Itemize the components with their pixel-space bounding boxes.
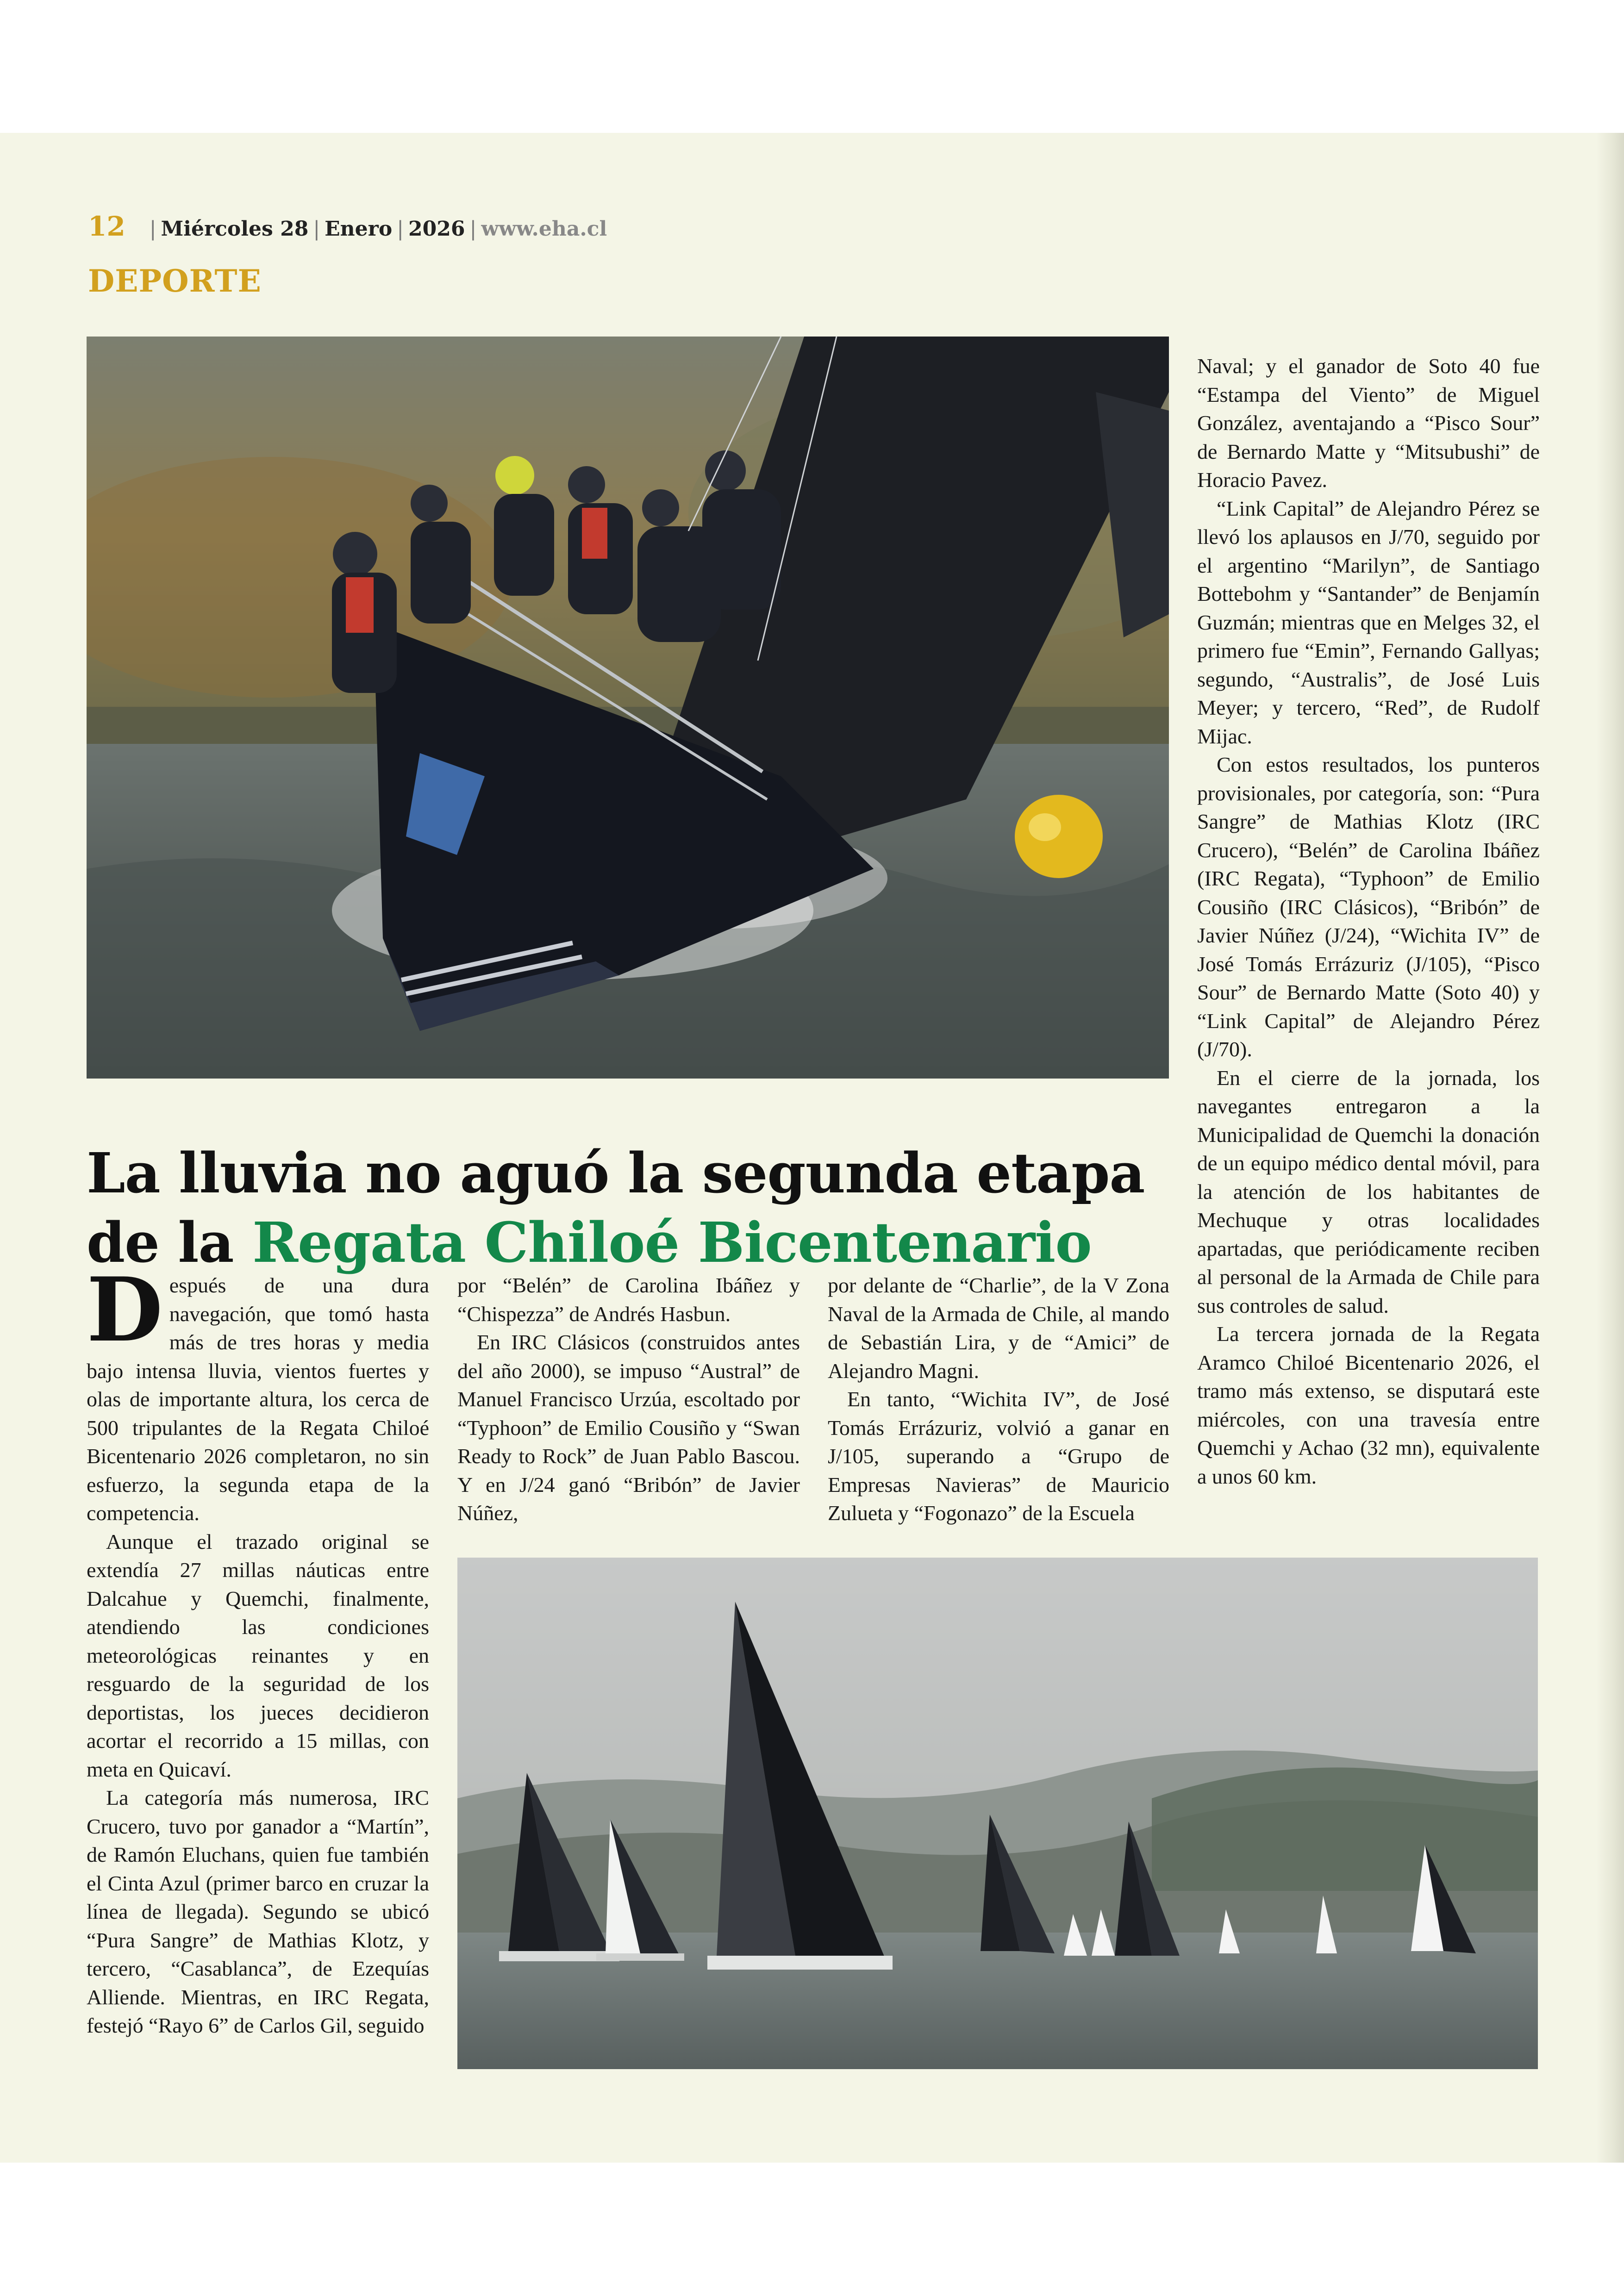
- folio-day: Miércoles 28: [161, 217, 309, 241]
- article-paragraph: Naval; y el ganador de Soto 40 fue “Estampa del Viento” de Miguel González, aventajando a “Pisco Sour” de Bernardo Matte y “Mitsubushi” de Horacio Pavez.: [1197, 354, 1540, 492]
- page-folio: 12 | Miércoles 28 | Enero | 2026 | www.eha.cl: [88, 211, 607, 242]
- sailboat-photo-illustration: [87, 337, 1169, 1079]
- article-column-2: [457, 1271, 800, 1528]
- page-number: 12: [88, 211, 125, 242]
- article-paragraph: Con estos resultados, los punteros provisionales, por categoría, son: “Pura Sangre” de Mathias Klotz (IRC Crucero), “Belén” de Carolina Ibáñez (IRC Regata), “Typhoon” de Emilio Cousiño (IRC Clásicos), “Bribón” de Javier Núñez (J/24), “Wichita IV” de José Tomás Errázuriz (J/105), “Pisco Sour” de Bernardo Matte (Soto 40) y “Link Capital” de Alejandro Pérez (J/70).: [1197, 753, 1540, 1061]
- article-paragraph: En IRC Clásicos (construidos antes del año 2000), se impuso “Austral” de Manuel Francisco Urzúa, escoltado por “Typhoon” de Emilio Cousiño y “Swan Ready to Rock” de Juan Pablo Bascou. Y en J/24 ganó “Bribón” de Javier Núñez,: [457, 1330, 800, 1525]
- headline-highlight: Regata Chiloé Bicentenario: [252, 1210, 1092, 1275]
- regatta-fleet-photo: [457, 1558, 1538, 2069]
- drop-cap: D: [87, 1258, 163, 1361]
- section-title: DEPORTE: [88, 263, 262, 299]
- folio-year: 2026: [408, 217, 465, 241]
- article-paragraph: Aunque el trazado original se extendía 27 millas náuticas entre Dalcahue y Quemchi, finalmente, atendiendo las condiciones meteorológicas reinantes y en resguardo de la seguridad de los deportistas, los jueces decidieron acortar el recorrido a 15 millas, con meta en Quicaví.: [87, 1529, 429, 1781]
- article-headline: [87, 1139, 1165, 1278]
- article-paragraph: En tanto, “Wichita IV”, de José Tomás Errázuriz, volvió a ganar en J/105, superando a “Grupo de Empresas Navieras” de Mauricio Zulueta y “Fogonazo” de la Escuela: [828, 1387, 1169, 1525]
- article-paragraph: La categoría más numerosa, IRC Crucero, tuvo por ganador a “Martín”, de Ramón Eluchans, quien fue también el Cinta Azul (primer barco en cruzar la línea de llegada). Segundo se ubicó “Pura Sangre” de Mathias Klotz, y tercero, “Casablanca”, de Ezequías Alliende. Mientras, en IRC Regata, festejó “Rayo 6” de Carlos Gil, seguido: [87, 1786, 429, 2037]
- article-paragraph: por “Belén” de Carolina Ibáñez y “Chispezza” de Andrés Hasbun.: [457, 1273, 800, 1326]
- headline-line1: La lluvia no aguó la segunda etapa: [87, 1141, 1145, 1206]
- sailboat-photo: [87, 337, 1169, 1079]
- article-paragraph: La tercera jornada de la Regata Aramco Chiloé Bicentenario 2026, el tramo más extenso, se disputará este miércoles, con una travesía entre Quemchi y Achao (32 mn), equivalente a unos 60 km.: [1197, 1322, 1540, 1488]
- regatta-fleet-illustration: [457, 1558, 1538, 2069]
- article-column-4: [1197, 352, 1540, 1491]
- article-paragraph: En el cierre de la jornada, los navegantes entregaron a la Municipalidad de Quemchi la donación de un equipo médico dental móvil, para la atención de los habitantes de Mechuque y otras localidades apartadas, que periódicamente reciben al personal de la Armada de Chile para sus controles de salud.: [1197, 1066, 1540, 1317]
- folio-month: Enero: [325, 217, 393, 241]
- headline-line2-prefix: de la: [87, 1210, 253, 1275]
- page-gutter-shadow: [1596, 133, 1624, 2163]
- article-paragraph: “Link Capital” de Alejandro Pérez se llevó los aplausos en J/70, seguido por el argentino “Marilyn”, de Santiago Bottebohm y “Santander” de Benjamín Guzmán; mientras que en Melges 32, el primero fue “Emin”, Fernando Gallyas; segundo, “Australis”, de José Luis Meyer; y tercero, “Red”, de Rudolf Mijac.: [1197, 496, 1540, 748]
- article-column-3: [828, 1271, 1169, 1528]
- folio-website: www.eha.cl: [481, 217, 607, 241]
- article-paragraph: por delante de “Charlie”, de la V Zona Naval de la Armada de Chile, al mando de Sebastián Lira, y de “Amici” de Alejandro Magni.: [828, 1273, 1169, 1383]
- article-paragraph: Después de una dura navegación, que tomó hasta más de tres horas y media bajo intensa lluvia, vientos fuertes y olas de importante altura, los cerca de 500 tripulantes de la Regata Chiloé Bicentenario 2026 completaron, no sin esfuerzo, la segunda etapa de la competencia.: [87, 1258, 429, 1525]
- article-column-1: [87, 1258, 429, 2040]
